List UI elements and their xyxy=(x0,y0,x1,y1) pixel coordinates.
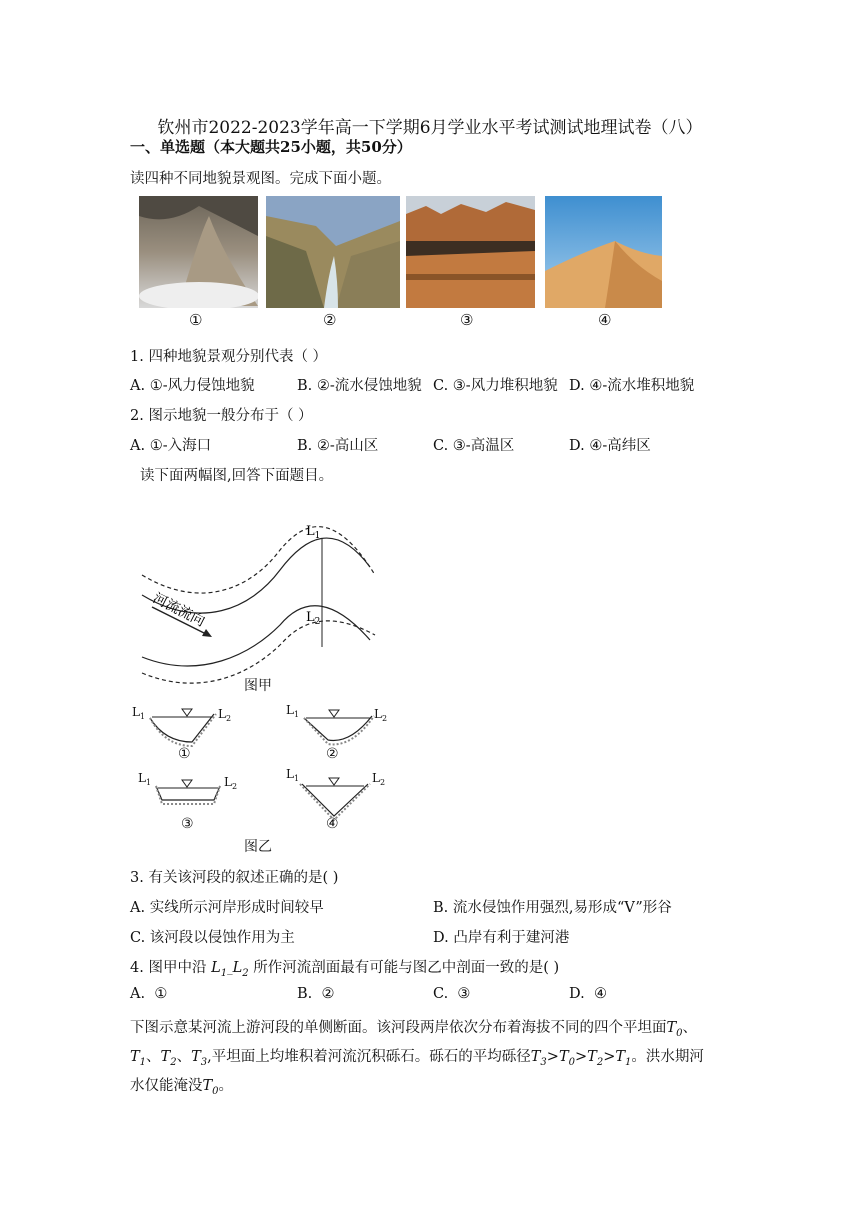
figure-jia xyxy=(130,515,390,695)
figure-jia-caption: 图甲 xyxy=(244,678,272,694)
l1-label: L xyxy=(306,524,315,539)
page-title: 钦州市2022-2023学年高一下学期6月学业水平考试测试地理试卷（八） xyxy=(157,118,703,138)
photo-3-yardang xyxy=(406,196,535,308)
q3-option-c[interactable]: C. 该河段以侵蚀作用为主 xyxy=(130,930,295,946)
q2-option-b[interactable]: B. ②-高山区 xyxy=(297,438,379,454)
l1-sub: 1 xyxy=(314,531,321,541)
lower-bank-dashed xyxy=(142,621,375,683)
profile-label-1: ① xyxy=(178,746,191,762)
q2-option-c[interactable]: C. ③-高温区 xyxy=(433,438,515,454)
svg-text:L1 xyxy=(306,524,320,541)
flow-direction-label: 河流流向 xyxy=(150,590,208,630)
photo-4-sand-dune xyxy=(545,196,662,308)
svg-text:L1: $L_1$ xyxy=(132,705,146,721)
q4-option-a[interactable]: A. ① xyxy=(130,986,168,1002)
para-line-2: $T_1$、$T_2$、$T_3$,平坦面上均堆积着河流沉积砾石。砾石的平均砾径$T_3>T_0>T_2>T_1$。洪水期河 xyxy=(130,1049,704,1068)
q4-option-b[interactable]: B. ② xyxy=(297,986,335,1002)
q3-option-d[interactable]: D. 凸岸有利于建河港 xyxy=(433,930,570,946)
q4-option-c[interactable]: C. ③ xyxy=(433,986,471,1002)
svg-text:L1: $L_1$ xyxy=(138,771,152,787)
q4-stem-pre: 4. 图甲中沿 xyxy=(130,960,207,976)
intro-text-2: 读下面两幅图,回答下面题目。 xyxy=(140,468,334,484)
q1-option-a[interactable]: A. ①-风力侵蚀地貌 xyxy=(130,378,255,394)
profile-label-4: ④ xyxy=(326,816,339,832)
para-line-3: 水仅能淹没$T_0$。 xyxy=(130,1078,234,1097)
q1-option-d[interactable]: D. ④-流水堆积地貌 xyxy=(569,378,695,394)
profile-label-3: ③ xyxy=(181,816,194,832)
upper-bank-dashed xyxy=(142,527,375,593)
photo-1-wind-erosion xyxy=(139,196,258,308)
svg-text:L2: $L_2$ xyxy=(374,707,388,723)
photo-label-3: ③ xyxy=(460,311,474,329)
l2-sub: 2 xyxy=(314,617,321,627)
l2-label: L xyxy=(306,610,315,625)
profile-label-2: ② xyxy=(326,746,339,762)
photo-label-4: ④ xyxy=(598,311,612,329)
q1-option-b[interactable]: B. ②-流水侵蚀地貌 xyxy=(297,378,422,394)
svg-text:L2: $L_2$ xyxy=(372,771,386,787)
q1-option-c[interactable]: C. ③-风力堆积地貌 xyxy=(433,378,558,394)
q4-stem: 4. 图甲中沿 $L_1\_L_2$ 所作河流剖面最有可能与图乙中剖面一致的是( ) xyxy=(130,960,560,979)
figure-yi-caption: 图乙 xyxy=(244,839,272,855)
q1-stem: 1. 四种地貌景观分别代表（ ） xyxy=(130,349,328,365)
q3-stem: 3. 有关该河段的叙述正确的是( ) xyxy=(130,870,339,886)
q3-option-b[interactable]: B. 流水侵蚀作用强烈,易形成“V”形谷 xyxy=(433,900,672,916)
q4-option-d[interactable]: D. ④ xyxy=(569,986,607,1002)
intro-text-1: 读四种不同地貌景观图。完成下面小题。 xyxy=(130,171,391,187)
photo-label-2: ② xyxy=(323,311,337,329)
svg-text:L1: $L_1$ xyxy=(286,703,300,719)
photo-label-1: ① xyxy=(189,311,203,329)
q2-option-d[interactable]: D. ④-高纬区 xyxy=(569,438,651,454)
svg-text:L2: $L_2$ xyxy=(218,707,232,723)
q2-stem: 2. 图示地貌一般分布于（ ） xyxy=(130,408,313,424)
svg-text:L2: $L_2$ xyxy=(224,775,238,791)
photo-2-river-valley xyxy=(266,196,400,308)
figure-yi xyxy=(130,700,400,850)
q2-option-a[interactable]: A. ①-入海口 xyxy=(130,438,212,454)
q4-stem-post: 所作河流剖面最有可能与图乙中剖面一致的是( ) xyxy=(253,960,560,976)
svg-text:L2 xyxy=(306,610,320,627)
section-heading: 一、单选题（本大题共25小题，共50分） xyxy=(130,138,412,156)
svg-text:L1: $L_1$ xyxy=(286,767,300,783)
para-line-1: 下图示意某河流上游河段的单侧断面。该河段两岸依次分布着海拔不同的四个平坦面$T_0$、 xyxy=(130,1020,698,1039)
q3-option-a[interactable]: A. 实线所示河岸形成时间较早 xyxy=(130,900,324,916)
